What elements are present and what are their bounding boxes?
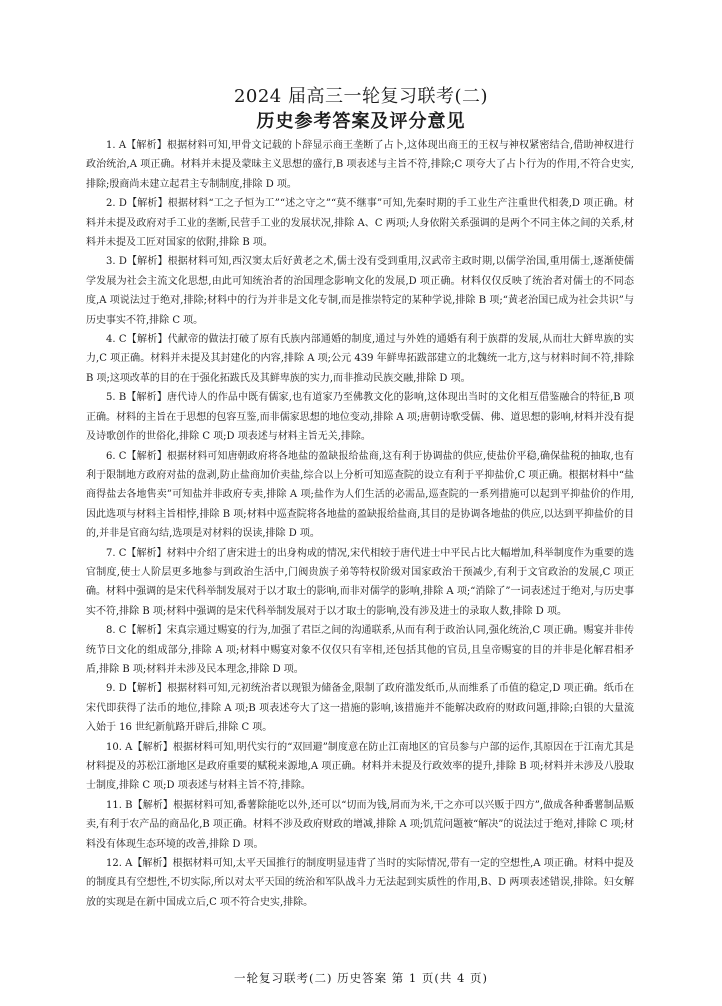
answer-item-1: 1. A【解析】根据材料可知,甲骨文记载的卜辞显示商王垄断了占卜,这体现出商王的王权与神权紧密结合,借助神权进行政治统治,A 项正确。材料并未提及蒙昧主义思想的盛行,B 项表述与主旨不符,排除;C 项夸大了占卜行为的作用,不符合史实,排除;殷商尚未建立起君主专制制度,排除 D 项。 [86, 140, 634, 190]
page-title: 2024 届高三一轮复习联考(二) [233, 86, 489, 107]
answer-item-8: 8. C【解析】宋真宗通过赐宴的行为,加强了君臣之间的沟通联系,从而有利于政治认同,强化统治,C 项正确。赐宴并非传统节日文化的组成部分,排除 A 项;材料中赐宴对象不仅仅只有宰相,还包括其他的官员,且皇帝赐宴的目的并非是化解君相矛盾,排除 B 项;材料并未涉及民本理念,排除 D 项。 [86, 625, 634, 675]
page-subtitle: 历史参考答案及评分意见 [256, 111, 466, 132]
answer-item-6: 6. C【解析】根据材料可知唐朝政府将各地盐的盈缺报给盐商,这有利于协调盐的供应,使盐价平稳,确保盐税的抽取,也有利于限制地方政府对盐的盘剥,防止盐商加价卖盐,综合以上分析可知巡查院的设立有利于平抑盐价,C 项正确。根据材料中“盐商得盐去各地售卖”可知盐并非政府专卖,排除 A 项;盐作为人们生活的必需品,巡查院的一系列措施可以起到平抑盐价的作用,因此选项与材料主旨相悖,排除 B 项;材料中巡查院将各地盐的盈缺报给盐商,其目的是协调各地盐的供应,以达到平抑盐价的目的,并非是官商勾结,选项是对材料的误读,排除 D 项。 [86, 450, 634, 540]
answer-item-7: 7. C【解析】材料中介绍了唐宋进士的出身构成的情况,宋代相较于唐代进士中平民占比大幅增加,科举制度作为重要的选官制度,使士人阶层更多地参与到政治生活中,门阀贵族子弟等特权阶级对国家政治干预减少,有利于文官政治的发展,C 项正确。材料中强调的是宋代科举制发展对于以才取士的影响,而非对儒学的影响,排除 A 项;“消除了”一词表述过于绝对,与历史事实不符,排除 B 项;材料中强调的是宋代科举制发展对于以才取士的影响,没有涉及进士的录取人数,排除 D 项。 [86, 547, 634, 617]
answer-item-12: 12. A【解析】根据材料可知,太平天国推行的制度明显违背了当时的实际情况,带有一定的空想性,A 项正确。材料中提及的制度具有空想性,不切实际,所以对太平天国的统治和军队战斗力无法起到实质性的作用,B、D 两项表述错误,排除。妇女解放的实现是在新中国成立后,C 项不符合史实,排除。 [86, 858, 634, 908]
answer-item-2: 2. D【解析】根据材料“工之子恒为工”“述之守之”“莫不继事”可知,先秦时期的手工业生产注重世代相袭,D 项正确。材料并未提及政府对手工业的垄断,民营手工业的发展状况,排除 A、C 两项;人身依附关系强调的是两个不同主体之间的关系,材料并未提及工匠对国家的依附,排除 B 项。 [86, 198, 634, 249]
page-footer: 一轮复习联考(二) 历史答案 第 1 页(共 4 页) [233, 971, 488, 985]
answer-item-4: 4. C【解析】代献帝的做法打破了原有氏族内部通婚的制度,通过与外姓的通婚有利于族群的发展,从而壮大鲜卑族的实力,C 项正确。材料并未提及其封建化的内容,排除 A 项;公元 439 年鲜卑拓跋部建立的北魏统一北方,这与材料时间不符,排除 B 项;这项改革的目的在于强化拓跋氏及其鲜卑族的实力,而非推动民族交融,排除 D 项。 [86, 334, 634, 384]
answer-item-10: 10. A【解析】根据材料可知,明代实行的“双回避”制度意在防止江南地区的官员参与户部的运作,其原因在于江南尤其是材料提及的苏松江浙地区是政府重要的赋税来源地,A 项正确。材料并未提及行政效率的提升,排除 B 项;材料并未涉及八股取士制度,排除 C 项;D 项表述与材料主旨不符,排除。 [86, 741, 634, 792]
answer-item-9: 9. D【解析】根据材料可知,元初统治者以现银为储备金,限制了政府滥发纸币,从而维系了币值的稳定,D 项正确。纸币在宋代即获得了法币的地位,排除 A 项;B 项表述夸大了这一措施的影响,该措施并不能解决政府的财政问题,排除;白银的大量流入始于 16 世纪新航路开辟后,排除 C 项。 [86, 683, 634, 734]
answer-item-11: 11. B【解析】根据材料可知,番薯除能吃以外,还可以“切而为钱,屑而为米,干之亦可以兴贩于四方”,做成各种番薯制品贩卖,有利于农产品的商品化,B 项正确。材料不涉及政府财政的增减,排除 A 项;饥荒问题被“解决”的说法过于绝对,排除 C 项;材料没有体现生态环境的改善,排除 D 项。 [86, 799, 634, 850]
answer-item-3: 3. D【解析】根据材料可知,西汉窦太后好黄老之术,儒士没有受到重用,汉武帝主政时期,以儒学治国,重用儒士,逐渐使儒学发展为社会主流文化思想,由此可知统治者的治国理念影响文化的发展,D 项正确。材料仅仅反映了统治者对儒士的不同态度,A 项说法过于绝对,排除;材料中的行为并非是文化专制,而是推崇特定的某种学说,排除 B 项;“黄老治国已成为社会共识”与历史事实不符,排除 C 项。 [86, 256, 634, 326]
answer-item-5: 5. B【解析】唐代诗人的作品中既有儒家,也有道家乃至佛教文化的影响,这体现出当时的文化相互借鉴融合的特征,B 项正确。材料的主旨在于思想的包容互鉴,而非儒家思想的地位变动,排除 A 项;唐朝诗歌受儒、佛、道思想的影响,材料并没有提及诗歌创作的世俗化,排除 C 项;D 项表述与材料主旨无关,排除。 [86, 392, 634, 443]
answers-body [86, 136, 634, 912]
